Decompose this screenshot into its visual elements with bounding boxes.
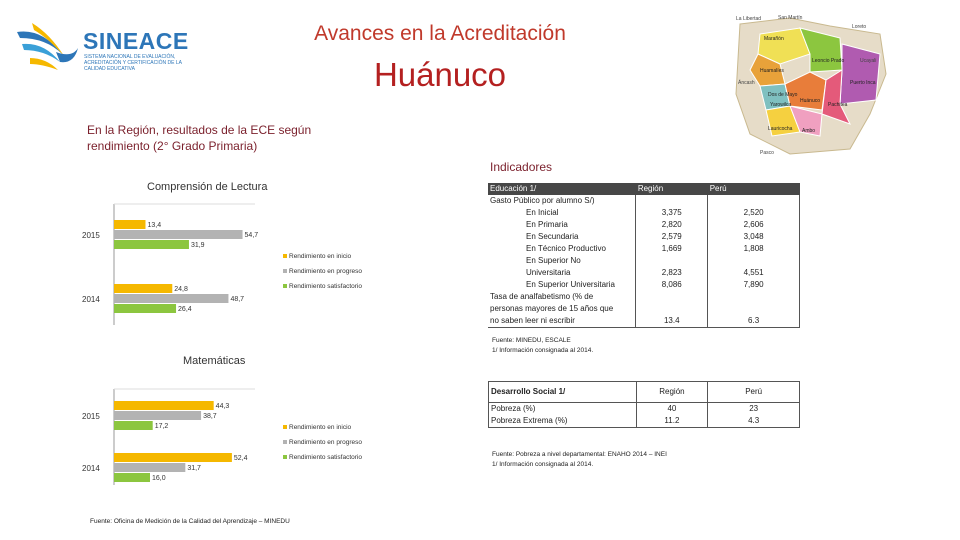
social-source-note [492, 450, 667, 470]
map-puerto-inca [840, 44, 880, 104]
social-cell-label: Pobreza (%) [489, 403, 637, 416]
legend-swatch [283, 284, 287, 288]
education-cell-region: 13.4 [636, 315, 708, 328]
bar-rendimiento-satisfactorio [114, 240, 189, 249]
social-note-line: 1/ Información consignada al 2014. [492, 461, 594, 468]
education-cell-peru: 3,048 [708, 231, 800, 243]
bar-rendimiento-en-progreso [114, 463, 185, 472]
data-label: 17,2 [154, 423, 169, 430]
education-table [488, 183, 800, 328]
data-label: 44,3 [215, 403, 230, 410]
map-label: La Libertad [736, 16, 762, 22]
education-cell-label: no saben leer ni escribir [488, 315, 636, 328]
education-header-label: Educación 1/ [488, 183, 636, 195]
education-row [488, 291, 800, 303]
data-label: 13,4 [147, 222, 162, 229]
charts-source-note: Fuente: Oficina de Medición de la Calidad del Aprendizaje – MINEDU [90, 518, 290, 525]
category-label: 2015 [82, 412, 100, 421]
section-subtitle: En la Región, resultados de la ECE según rendimiento (2° Grado Primaria) [87, 123, 312, 153]
education-cell-label: En Técnico Productivo [526, 244, 606, 253]
education-cell-peru: 4,551 [708, 267, 800, 279]
bar-rendimiento-satisfactorio [114, 304, 176, 313]
data-label: 48,7 [230, 296, 245, 303]
social-cell-peru: 23 [708, 403, 800, 416]
education-cell-region: 2,579 [636, 231, 708, 243]
education-cell-peru [708, 291, 800, 303]
chart-title-lectura: Comprensión de Lectura [147, 181, 268, 193]
education-cell-region [636, 255, 708, 267]
map-label: Pasco [760, 150, 774, 156]
legend-label: Rendimiento en inicio [289, 424, 352, 431]
education-cell-label: En Superior Universitaria [526, 280, 615, 289]
education-cell-peru: 1,808 [708, 243, 800, 255]
indicadores-title: Indicadores [490, 160, 553, 174]
bar-rendimiento-en-inicio [114, 284, 172, 293]
education-cell-label: En Secundaria [526, 232, 579, 241]
social-note-line: Fuente: Pobreza a nivel departamental: ENAHO 2014 – INEI [492, 451, 667, 458]
data-label: 31,7 [187, 465, 201, 472]
education-cell-peru: 2,606 [708, 219, 800, 231]
education-cell-region [636, 303, 708, 315]
education-row [488, 279, 800, 291]
education-row [488, 315, 800, 328]
education-cell-peru: 7,890 [708, 279, 800, 291]
education-row [488, 303, 800, 315]
education-row [488, 219, 800, 231]
social-table [488, 381, 800, 428]
map-label: Dos de Mayo [768, 92, 798, 98]
legend-swatch [283, 440, 287, 444]
social-cell-peru: 4.3 [708, 415, 800, 428]
logo-subtitle: SISTEMA NACIONAL DE EVALUACIÓN, ACREDITACIÓN Y CERTIFICACIÓN DE LA CALIDAD EDUCATIVA [84, 54, 182, 72]
education-row [488, 243, 800, 255]
social-header-peru: Perú [708, 382, 800, 403]
education-cell-region [636, 291, 708, 303]
education-cell-label: En Superior No [526, 256, 581, 265]
education-cell-region: 3,375 [636, 207, 708, 219]
map-label: San Martín [778, 15, 803, 21]
social-row [489, 415, 800, 428]
legend-label: Rendimiento en inicio [289, 253, 352, 260]
education-note-line: 1/ Información consignada al 2014. [492, 347, 594, 354]
bar-rendimiento-en-progreso [114, 294, 228, 303]
map-label: Marañón [764, 36, 784, 42]
education-cell-peru [708, 303, 800, 315]
map-label: Leoncio Prado [812, 58, 845, 64]
chart-title-matematicas: Matemáticas [183, 355, 246, 367]
bar-rendimiento-en-inicio [114, 220, 145, 229]
social-cell-label: Pobreza Extrema (%) [489, 415, 637, 428]
map-label: Áncash [738, 80, 755, 86]
education-header-peru: Perú [708, 183, 800, 195]
category-label: 2014 [82, 464, 100, 473]
education-row [488, 207, 800, 219]
education-row [488, 267, 800, 279]
education-cell-label: En Primaria [526, 220, 568, 229]
data-label: 52,4 [233, 455, 248, 462]
education-cell-label: Tasa de analfabetismo (% de [490, 292, 594, 301]
bar-rendimiento-en-progreso [114, 230, 243, 239]
education-cell-peru [708, 195, 800, 207]
map-label: Ucayali [860, 58, 877, 64]
education-cell-peru [708, 255, 800, 267]
education-row [488, 231, 800, 243]
page-title: Huánuco [373, 56, 507, 93]
education-row [488, 195, 800, 207]
bar-rendimiento-en-progreso [114, 411, 201, 420]
bar-rendimiento-satisfactorio [114, 473, 150, 482]
legend-label: Rendimiento en progreso [289, 268, 362, 275]
education-cell-region: 2,823 [636, 267, 708, 279]
data-label: 16,0 [152, 475, 166, 482]
map-label: Huamalíes [760, 68, 784, 74]
education-cell-region [636, 195, 708, 207]
social-header-region: Región [636, 382, 708, 403]
bird-logo-icon [12, 18, 82, 80]
region-map [730, 14, 890, 159]
data-label: 26,4 [178, 306, 192, 313]
education-header-region: Región [636, 183, 708, 195]
legend-swatch [283, 269, 287, 273]
social-row [489, 403, 800, 416]
social-header-label: Desarrollo Social 1/ [489, 382, 637, 403]
legend-label: Rendimiento satisfactorio [289, 283, 362, 290]
page-subtitle-top: Avances en la Acreditación [314, 22, 566, 45]
education-cell-region: 1,669 [636, 243, 708, 255]
legend-swatch [283, 254, 287, 258]
map-label: Lauricocha [768, 126, 793, 132]
education-source-note [492, 336, 593, 356]
data-label: 54,7 [244, 232, 259, 239]
category-label: 2014 [82, 295, 100, 304]
data-label: 38,7 [203, 413, 217, 420]
bar-rendimiento-satisfactorio [114, 421, 153, 430]
education-cell-region: 8,086 [636, 279, 708, 291]
matematicas-bar-chart [80, 385, 380, 490]
education-cell-label: personas mayores de 15 años que [490, 304, 614, 313]
bar-rendimiento-en-inicio [114, 401, 214, 410]
legend-label: Rendimiento satisfactorio [289, 454, 362, 461]
map-label: Ambo [802, 128, 816, 134]
education-cell-label: Universitaria [526, 268, 571, 277]
category-label: 2015 [82, 231, 100, 240]
education-cell-peru: 6.3 [708, 315, 800, 328]
map-label: Yarowilca [770, 102, 792, 108]
map-label: Huánuco [800, 98, 821, 104]
logo-name: SINEACE [83, 28, 189, 54]
education-note-line: Fuente: MINEDU, ESCALE [492, 337, 571, 344]
social-cell-region: 11.2 [636, 415, 708, 428]
education-cell-region: 2,820 [636, 219, 708, 231]
bar-rendimiento-en-inicio [114, 453, 232, 462]
education-cell-label: En Inicial [526, 208, 559, 217]
social-cell-region: 40 [636, 403, 708, 416]
legend-swatch [283, 425, 287, 429]
education-cell-peru: 2,520 [708, 207, 800, 219]
data-label: 24,8 [174, 286, 188, 293]
legend-label: Rendimiento en progreso [289, 439, 362, 446]
data-label: 31,9 [190, 242, 205, 249]
map-label: Loreto [852, 24, 867, 30]
map-label: Pachitea [828, 102, 848, 108]
education-cell-label: Gasto Público por alumno S/) [490, 196, 595, 205]
lectura-bar-chart [80, 200, 380, 330]
map-label: Puerto Inca [850, 80, 876, 86]
legend-swatch [283, 455, 287, 459]
education-row [488, 255, 800, 267]
